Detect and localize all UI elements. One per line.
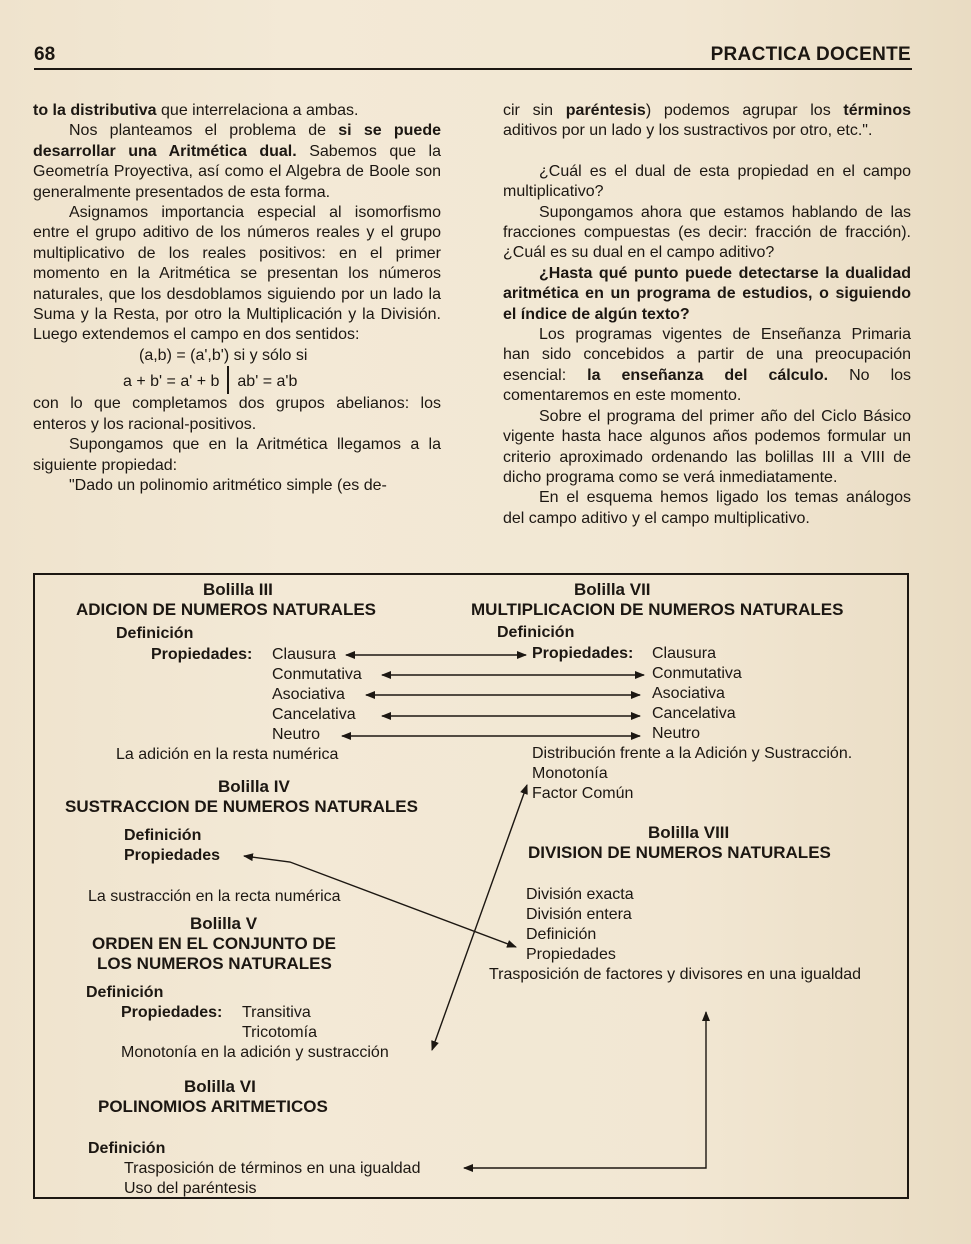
text: Los programas vigentes de Enseñanza Primaria han sido concebidos a partir de una preocupación esencial:	[503, 326, 911, 384]
text: Sabemos que la Geometría Proyectiva, así como el Algebra de Boole son generalmente presentados de esta forma.	[33, 142, 442, 201]
b8-subtitle: DIVISION DE NUMEROS NATURALES	[528, 843, 831, 862]
b6-title: Bolilla VI	[184, 1077, 256, 1096]
paragraph: Sobre el programa del primer año del Ciclo Básico vigente hasta hace algunos años podemos formular un criterio aproximado ordenando las bolillas III a VIII de dicho programa como se verá inmediatamente.	[503, 407, 911, 486]
page-number: 68	[34, 44, 56, 65]
b4-title: Bolilla IV	[218, 777, 290, 796]
left-column	[33, 101, 441, 496]
formula	[33, 366, 441, 394]
paragraph	[503, 101, 911, 142]
paragraph: "Dado un polinomio aritmético simple (es de-	[69, 476, 387, 494]
b4-extra: La sustracción en la recta numérica	[88, 888, 341, 905]
b7-extra-factor-comun: Factor Común	[532, 785, 634, 802]
b7-extra-distribucion: Distribución frente a la Adición y Sustracción.	[532, 745, 853, 762]
b3-prop-asociativa: Asociativa	[272, 686, 345, 703]
b7-prop-asociativa: Asociativa	[652, 685, 725, 702]
formula-right: ab' = a'b	[237, 373, 298, 391]
b3-definition: Definición	[116, 625, 194, 642]
text: Nos planteamos el problema de	[69, 122, 339, 140]
b8-item-entera: División entera	[526, 906, 632, 923]
b3-extra: La adición en la resta numérica	[116, 746, 339, 763]
text: cir sin	[503, 102, 566, 119]
b7-prop-conmutativa: Conmutativa	[652, 665, 742, 682]
paragraph	[33, 121, 441, 203]
b4-properties: Propiedades	[124, 847, 221, 864]
b7-prop-cancelativa: Cancelativa	[652, 705, 736, 722]
paragraph	[33, 101, 441, 121]
b3-props-label: Propiedades:	[151, 646, 253, 663]
b3-prop-neutro: Neutro	[272, 726, 321, 743]
paragraph: ¿Cuál es el dual de esta propiedad en el campo multiplicativo?	[503, 162, 911, 201]
b7-title: Bolilla VII	[574, 580, 651, 599]
b6-subtitle: POLINOMIOS ARITMETICOS	[98, 1097, 328, 1116]
b6-definition: Definición	[88, 1140, 166, 1157]
b3-title: Bolilla III	[203, 580, 273, 599]
paragraph: Supongamos ahora que estamos hablando de las fracciones compuestas (es decir: fracción de fracción). ¿Cuál es su dual en el campo aditivo?	[503, 203, 911, 262]
b3-prop-cancelativa: Cancelativa	[272, 706, 356, 723]
b6-item-trasposicion: Trasposición de términos en una igualdad	[124, 1160, 421, 1177]
b5-subtitle-1: ORDEN EN EL CONJUNTO DE	[92, 934, 337, 953]
paragraph	[503, 264, 911, 325]
paragraph: Asignamos importancia especial al isomorfismo entre el grupo aditivo de los números reales y el grupo multiplicativo de los reales positivos: en el primer momento en la Aritmética se presentan los números naturales, que los desdoblamos siguiendo por un lado la Suma y la Resta, por otro la Multiplicación y la División. Luego extendemos el campo en dos sentidos:	[33, 204, 441, 344]
b7-extra-monotonia: Monotonía	[532, 765, 608, 782]
paragraph: Supongamos que en la Aritmética llegamos a la siguiente propiedad:	[33, 436, 441, 474]
paragraph: En el esquema hemos ligado los temas análogos del campo aditivo y el campo multiplicativo.	[503, 489, 911, 527]
b7-subtitle: MULTIPLICACION DE NUMEROS NATURALES	[471, 600, 844, 619]
text: No los comentaremos en este momento.	[503, 366, 912, 405]
b3-subtitle: ADICION DE NUMEROS NATURALES	[76, 600, 377, 619]
b7-prop-clausura: Clausura	[652, 645, 717, 662]
b8-title: Bolilla VIII	[648, 823, 730, 842]
b5-prop-transitiva: Transitiva	[242, 1004, 311, 1021]
paragraph	[503, 325, 911, 407]
bold-text: la enseñanza del cálculo.	[587, 366, 829, 384]
bold-text: términos	[843, 102, 911, 119]
text: ) podemos agrupar los	[645, 102, 844, 119]
b5-props-label: Propiedades:	[121, 1004, 223, 1021]
b5-definition: Definición	[86, 984, 164, 1001]
formula: (a,b) = (a',b') si y sólo si	[139, 346, 308, 364]
b8-item-exacta: División exacta	[526, 886, 634, 903]
bold-text: to la distributiva	[33, 102, 157, 119]
running-header: PRACTICA DOCENTE	[710, 44, 911, 65]
b8-item-definicion: Definición	[526, 926, 597, 943]
bold-text: paréntesis	[565, 102, 646, 119]
formula-left: a + b' = a' + b	[123, 373, 220, 391]
b8-item-propiedades: Propiedades	[526, 946, 616, 963]
b5-subtitle-2: LOS NUMEROS NATURALES	[97, 954, 332, 973]
b5-prop-tricotomia: Tricotomía	[242, 1024, 317, 1041]
b8-extra: Trasposición de factores y divisores en una igualdad	[489, 966, 862, 983]
b5-title: Bolilla V	[190, 914, 258, 933]
text: que interrelaciona a ambas.	[156, 102, 359, 119]
b7-prop-neutro: Neutro	[652, 725, 701, 742]
b4-subtitle: SUSTRACCION DE NUMEROS NATURALES	[65, 797, 418, 816]
b5-extra: Monotonía en la adición y sustracción	[121, 1044, 389, 1061]
bold-text: si se puede desarrollar una Aritmética dual.	[33, 122, 441, 160]
text: aditivos por un lado y los sustractivos por otro, etc.".	[503, 122, 873, 140]
b4-definition: Definición	[124, 827, 202, 844]
b7-props-label: Propiedades:	[532, 645, 634, 662]
b7-definition: Definición	[497, 624, 575, 641]
b3-prop-conmutativa: Conmutativa	[272, 666, 362, 683]
bold-text: ¿Hasta qué punto puede detectarse la dualidad aritmética en un programa de estudios, o siguiendo el índice de algún texto?	[503, 264, 911, 323]
formula-divider	[227, 366, 229, 394]
header-rule	[34, 68, 912, 70]
paragraph: con lo que completamos dos grupos abelianos: los enteros y los racional-positivos.	[33, 395, 441, 433]
right-column	[503, 101, 911, 529]
b6-item-parentesis: Uso del paréntesis	[124, 1180, 257, 1197]
b3-prop-clausura: Clausura	[272, 646, 337, 663]
